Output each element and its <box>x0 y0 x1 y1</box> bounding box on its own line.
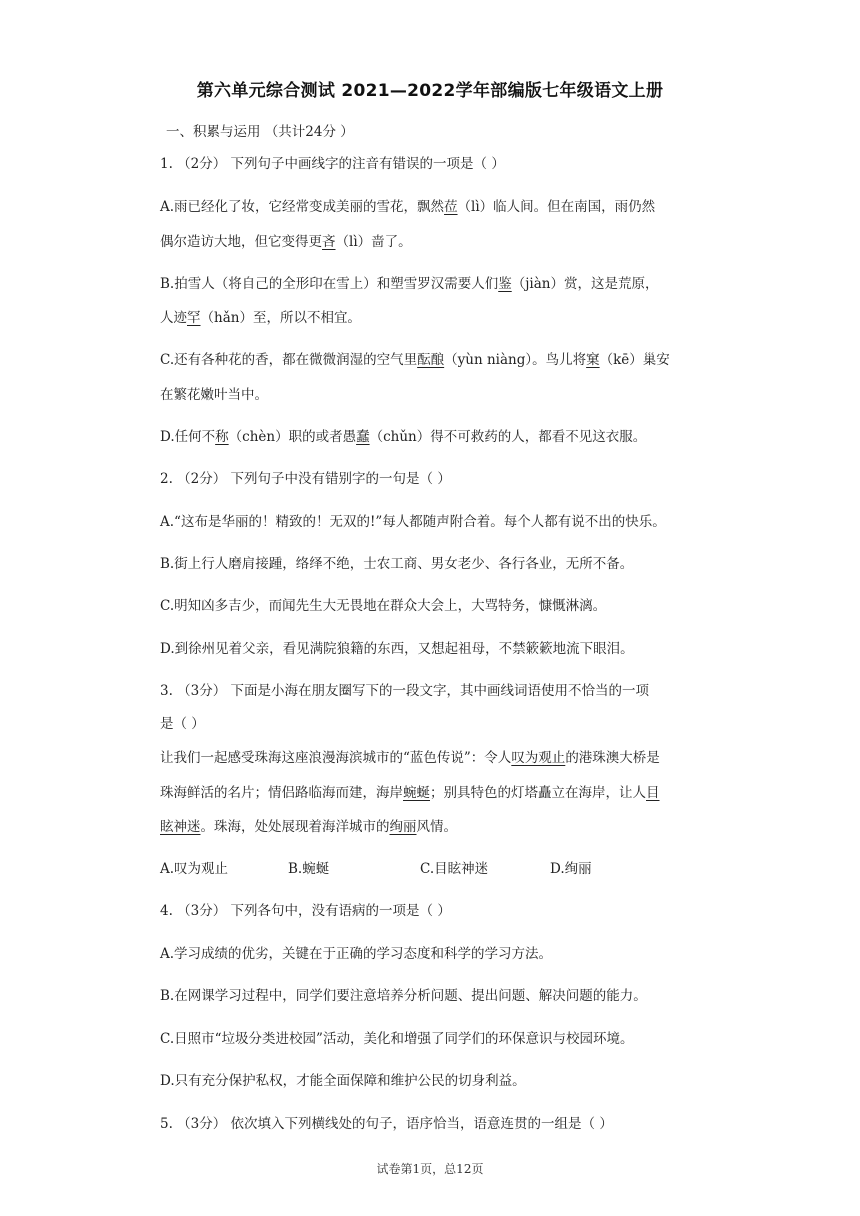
q1-option-c-line1 <box>160 348 670 368</box>
q4-option-a: A.学习成绩的优劣，关键在于正确的学习态度和科学的学习方法。 <box>160 946 553 962</box>
q1-option-a-line2 <box>160 230 412 250</box>
section-heading: 一、积累与运用 （共计24分 ） <box>166 124 354 140</box>
q4-stem: 4. （3分） 下列各句中，没有语病的一项是（ ） <box>160 903 451 919</box>
q2-stem: 2. （2分） 下列句子中没有错别字的一句是（ ） <box>160 471 451 487</box>
text: 的港珠澳大桥是 <box>565 750 660 766</box>
q1-option-a-line1 <box>160 195 655 215</box>
q1-option-c-line2: 在繁花嫩叶当中。 <box>160 387 268 403</box>
q4-option-b: B.在网课学习过程中，同学们要注意培养分析问题、提出问题、解决问题的能力。 <box>160 988 647 1004</box>
page-title: 第六单元综合测试 2021—2022学年部编版七年级语文上册 <box>196 81 664 101</box>
q1-option-b-line2 <box>160 306 361 326</box>
underlined-char: 称 <box>215 429 229 445</box>
q2-option-a: A.“这布是华丽的！精致的！无双的!”每人都随声附合着。每个人都有说不出的快乐。 <box>160 514 666 530</box>
q1-stem: 1. （2分） 下列句子中画线字的注音有错误的一项是（ ） <box>160 156 505 172</box>
page-footer: 试卷第1页，总12页 <box>376 1162 484 1176</box>
q3-passage-line1 <box>160 746 660 766</box>
q3-option-b: B.蜿蜒 <box>288 861 330 877</box>
q1-option-d <box>160 425 646 445</box>
underlined-char: 鉴 <box>498 276 512 292</box>
underlined-word: 叹为观止 <box>511 750 566 766</box>
text: 人迹 <box>160 310 187 326</box>
text: B.拍雪人（将自己的全形印在雪上）和塑雪罗汉需要人们 <box>160 276 499 292</box>
text: （lì）啬了。 <box>335 234 412 250</box>
text: 让我们一起感受珠海这座浪漫海滨城市的“蓝色传说”：令人 <box>160 750 512 766</box>
underlined-char: 莅 <box>444 199 458 215</box>
text: C.还有各种花的香，都在微微润湿的空气里 <box>160 352 418 368</box>
q4-option-c: C.日照市“垃圾分类进校园”活动，美化和增强了同学们的环保意识与校园环境。 <box>160 1031 634 1047</box>
text: 风情。 <box>416 819 457 835</box>
q2-option-b: B.街上行人磨肩接踵，络绎不绝，士农工商、男女老少、各行各业，无所不备。 <box>160 556 634 572</box>
underlined-word: 绚丽 <box>389 819 417 835</box>
text: （yùn niàng）。鸟儿将 <box>444 352 587 368</box>
underlined-char: 蠢 <box>356 429 370 445</box>
q3-passage-line2 <box>160 781 660 801</box>
q3-stem-line1: 3. （3分） 下面是小海在朋友圈写下的一段文字，其中画线词语使用不恰当的一项 <box>160 683 650 699</box>
underlined-char: 吝 <box>322 234 336 250</box>
text: （chèn）职的或者愚 <box>228 429 357 445</box>
text: （hǎn）至，所以不相宜。 <box>200 310 361 326</box>
underlined-word: 酝酿 <box>417 352 445 368</box>
text: D.任何不 <box>160 429 216 445</box>
text: 。珠海，处处展现着海洋城市的 <box>200 819 390 835</box>
q3-option-a: A.叹为观止 <box>160 861 229 877</box>
q3-option-d: D.绚丽 <box>550 861 592 877</box>
q4-option-d: D.只有充分保护私权，才能全面保障和维护公民的切身利益。 <box>160 1073 526 1089</box>
q3-option-c: C.目眩神迷 <box>420 861 489 877</box>
underlined-char: 罕 <box>187 310 201 326</box>
q3-passage-line3 <box>160 815 457 835</box>
text: （jiàn）赏，这是荒原， <box>511 276 659 292</box>
text: 偶尔造访大地，但它变得更 <box>160 234 322 250</box>
q2-option-c: C.明知凶多吉少，而闻先生大无畏地在群众大会上，大骂特务，慷慨淋漓。 <box>160 598 607 614</box>
q1-option-b-line1 <box>160 272 658 292</box>
text: A.雨已经化了妆，它经常变成美丽的雪花，飘然 <box>160 199 445 215</box>
underlined-char: 目 <box>646 785 660 801</box>
q3-stem-line2: 是（ ） <box>160 716 205 732</box>
q5-stem: 5. （3分） 依次填入下列横线处的句子，语序恰当，语意连贯的一组是（ ） <box>160 1116 613 1132</box>
q2-option-d: D.到徐州见着父亲，看见满院狼籍的东西，又想起祖母，不禁簌簌地流下眼泪。 <box>160 641 634 657</box>
text: （chǔn）得不可救药的人，都看不见这衣服。 <box>369 429 647 445</box>
text: ；别具特色的灯塔矗立在海岸，让人 <box>430 785 646 801</box>
text: 珠海鲜活的名片；情侣路临海而建，海岸 <box>160 785 403 801</box>
underlined-char: 窠 <box>586 352 600 368</box>
text: （lì）临人间。但在南国，雨仍然 <box>457 199 656 215</box>
text: （kē）巢安 <box>599 352 670 368</box>
underlined-word: 眩神迷 <box>160 819 201 835</box>
underlined-word: 蜿蜒 <box>403 785 430 801</box>
